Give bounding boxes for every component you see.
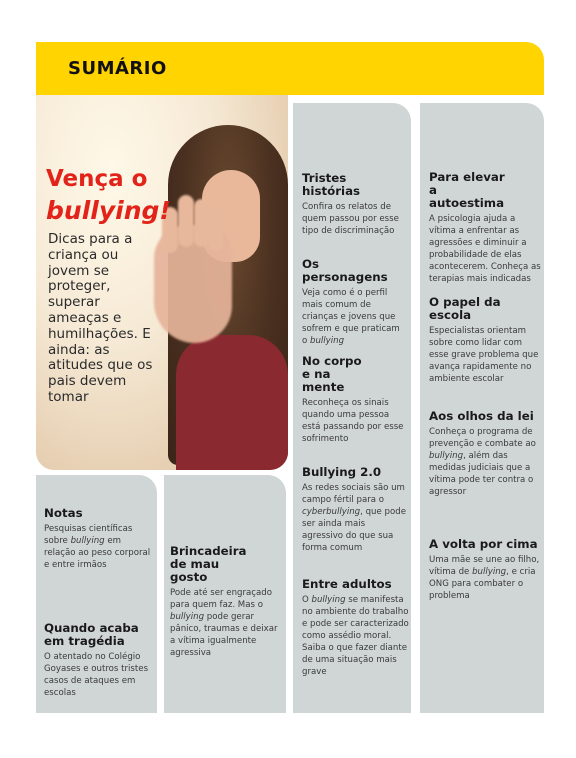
article-title: Aos olhos da lei bbox=[429, 409, 534, 423]
article-volta-por-cima[interactable] bbox=[429, 538, 541, 602]
hero-title-line2: bullying! bbox=[46, 195, 171, 225]
hero-photo-finger bbox=[209, 211, 223, 251]
article-text: As redes sociais são um campo fértil para o cyberbullying, que pode ser ainda mais agressivo do que sua forma comum bbox=[302, 483, 406, 553]
hero-photo-shirt bbox=[176, 335, 288, 470]
hero-title-line1: Vença o bbox=[46, 166, 148, 192]
article-title: Entre adultos bbox=[302, 577, 392, 591]
article-text: Reconheça os sinais quando uma pessoa está passando por esse sofrimento bbox=[302, 398, 404, 444]
article-title: Tristes histórias bbox=[302, 171, 361, 198]
hero-photo-finger bbox=[194, 199, 209, 247]
article-title: O papel da escola bbox=[429, 295, 501, 322]
article-text: Veja como é o perfil mais comum de crianças e jovens que sofrem e que praticam o bullying bbox=[302, 288, 400, 346]
article-tristes-historias[interactable] bbox=[302, 172, 406, 237]
article-text: Especialistas orientam sobre como lidar com esse grave problema que avança rapidamente no ambiente escolar bbox=[429, 326, 539, 384]
article-olhos-lei[interactable] bbox=[429, 410, 541, 498]
article-title: Os personagens bbox=[302, 257, 388, 284]
hero-photo-finger bbox=[178, 195, 194, 247]
hero-title bbox=[46, 165, 171, 227]
article-title: Para elevar a autoestima bbox=[429, 170, 505, 210]
article-title: Bullying 2.0 bbox=[302, 465, 382, 479]
article-title: Brincadeira de mau gosto bbox=[170, 544, 247, 584]
hero-panel bbox=[36, 95, 288, 470]
article-text: Conheça o programa de prevenção e combate ao bullying, além das medidas judiciais que a vítima pode ter contra o agressor bbox=[429, 427, 536, 497]
article-autoestima[interactable] bbox=[429, 171, 541, 285]
article-no-corpo[interactable] bbox=[302, 355, 406, 445]
article-title: No corpo e na mente bbox=[302, 354, 362, 394]
article-title: Quando acaba em tragédia bbox=[44, 621, 139, 648]
article-brincadeira[interactable] bbox=[170, 545, 282, 659]
article-text: A psicologia ajuda a vítima a enfrentar as agressões e diminuir a probabilidade de elas acontecerem. Conheça as terapias mais indicadas bbox=[429, 214, 541, 284]
article-text: Pode até ser engraçado para quem faz. Mas o bullying pode gerar pânico, traumas e deixar a vítima igualmente agressiva bbox=[170, 588, 278, 658]
article-quando-acaba[interactable] bbox=[44, 622, 154, 699]
article-bullying-20[interactable] bbox=[302, 466, 406, 554]
article-entre-adultos[interactable] bbox=[302, 578, 410, 678]
article-text: Pesquisas científicas sobre bullying em relação ao peso corporal e entre irmãos bbox=[44, 524, 151, 570]
hero-subtitle: Dicas para a criança ou jovem se proteger, superar ameaças e humilhações. E ainda: as atitudes que os pais devem tomar bbox=[48, 231, 153, 405]
page-title: SUMÁRIO bbox=[68, 58, 167, 79]
article-title: A volta por cima bbox=[429, 537, 538, 551]
article-notas[interactable] bbox=[44, 507, 154, 571]
header-bar bbox=[36, 42, 544, 95]
article-text: O atentado no Colégio Goyases e outros tristes casos de ataques em escolas bbox=[44, 652, 149, 698]
article-personagens[interactable] bbox=[302, 258, 406, 347]
article-text: Confira os relatos de quem passou por esse tipo de discriminação bbox=[302, 202, 399, 236]
article-papel-escola[interactable] bbox=[429, 296, 541, 385]
article-text: O bullying se manifesta no ambiente do trabalho e pode ser caracterizado como assédio moral. Saiba o que fazer diante de uma situação mais grave bbox=[302, 595, 409, 677]
article-text: Uma mãe se une ao filho, vítima de bullying, e cria ONG para combater o problema bbox=[429, 555, 540, 601]
article-title: Notas bbox=[44, 506, 83, 520]
